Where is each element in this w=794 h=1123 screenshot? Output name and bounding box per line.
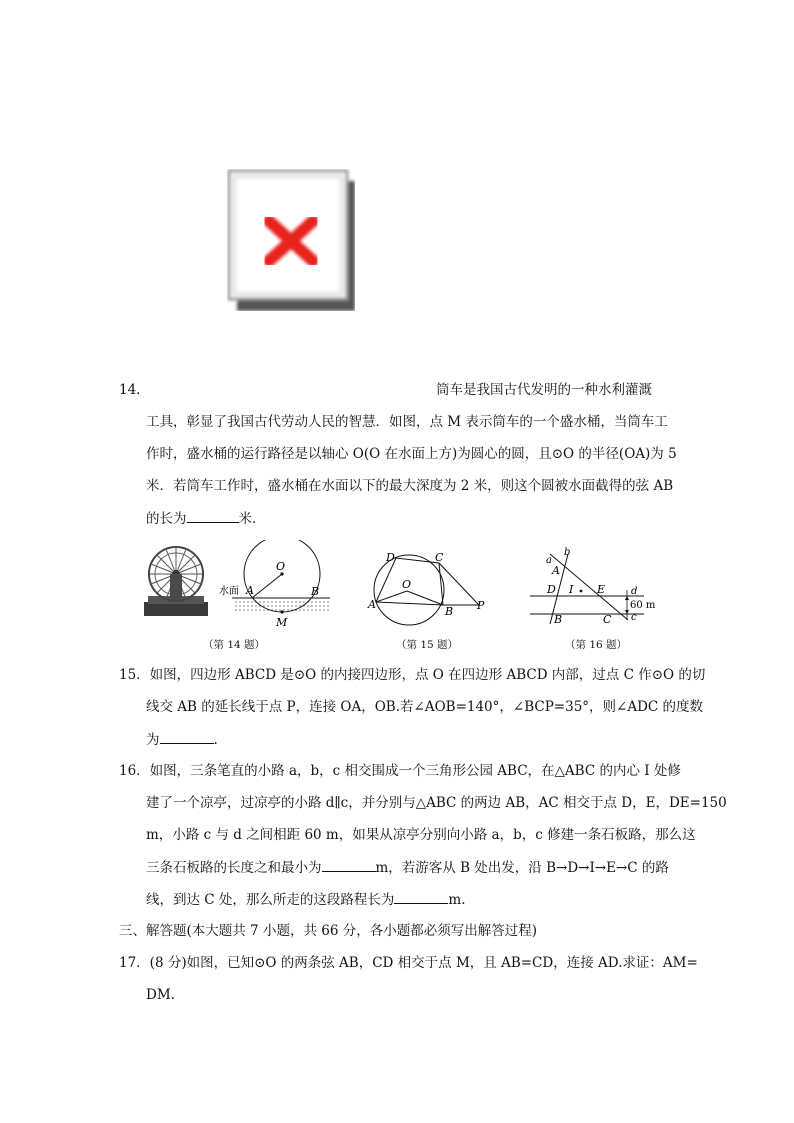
f16-label-C: C bbox=[603, 613, 612, 626]
figure-16 bbox=[528, 546, 668, 628]
f15-label-O: O bbox=[402, 578, 412, 591]
f16-distance-label: 60 m bbox=[630, 600, 656, 611]
q14-intro: 筒车是我国古代发明的一种水利灌溉 bbox=[436, 382, 652, 398]
answer-blank-q15 bbox=[160, 730, 214, 744]
q15-line1: 15．如图，四边形 ABCD 是⊙O 的内接四边形，点 O 在四边形 ABCD 内部，过点 C 作⊙O 的切 bbox=[119, 667, 706, 683]
section-heading: 三、解答题(本大题共 7 小题，共 66 分，各小题都必须写出解答过程) bbox=[119, 923, 537, 939]
f15-label-B: B bbox=[445, 605, 454, 618]
q16-line5-start: 线，到达 C 处，那么所走的这段路程长为 bbox=[146, 892, 395, 908]
q16-line1: 16．如图，三条笔直的小路 a，b，c 相交围成一个三角形公园 ABC，在△ABC 的内心 I 处修 bbox=[119, 763, 681, 779]
f16-label-D: D bbox=[547, 583, 556, 596]
f14-label-M: M bbox=[276, 616, 288, 629]
f15-label-A: A bbox=[368, 598, 376, 611]
q14-line1: 工具，彰显了我国古代劳动人民的智慧．如图，点 M 表示筒车的一个盛水桶，当筒车工 bbox=[146, 414, 668, 430]
figure-15 bbox=[364, 548, 494, 628]
answer-blank-q16a bbox=[322, 858, 376, 872]
q15-line3 bbox=[146, 730, 218, 749]
q14-line2: 作时，盛水桶的运行路径是以轴心 O(O 在水面上方)为圆心的圆，且⊙O 的半径(OA)为 5 bbox=[146, 446, 677, 462]
f14-water-label: 水面 bbox=[219, 586, 239, 597]
q16-line4-start: 三条石板路的长度之和最小为 bbox=[146, 860, 322, 876]
figure-15-caption: （第 15 题） bbox=[396, 639, 459, 651]
f15-label-P: P bbox=[477, 599, 485, 612]
f16-label-a: a bbox=[546, 555, 552, 566]
q14-line4 bbox=[146, 509, 256, 528]
broken-image-placeholder bbox=[227, 169, 355, 311]
q15-line2: 线交 AB 的延长线于点 P，连接 OA，OB.若∠AOB=140°，∠BCP=35°，则∠ADC 的度数 bbox=[146, 699, 704, 715]
f15-label-D: D bbox=[386, 551, 395, 564]
f16-label-d: d bbox=[631, 586, 638, 597]
figure-14-caption: （第 14 题） bbox=[203, 639, 266, 651]
q16-line4 bbox=[146, 858, 669, 877]
q16-line5-end: m. bbox=[448, 892, 466, 908]
f14-label-A: A bbox=[246, 584, 254, 597]
f16-label-b: b bbox=[564, 547, 571, 558]
water-wheel-photo bbox=[144, 547, 208, 616]
f14-label-B: B bbox=[311, 585, 320, 598]
q16-line4-end: m，若游客从 B 处出发，沿 B→D→I→E→C 的路 bbox=[375, 860, 669, 876]
answer-blank-q16b bbox=[394, 890, 448, 904]
q15-line3-start: 为 bbox=[146, 732, 160, 748]
figure-14 bbox=[140, 540, 340, 640]
q17-line1: 17．(8 分)如图，已知⊙O 的两条弦 AB，CD 相交于点 M，且 AB=CD，连接 AD.求证：AM= bbox=[119, 955, 698, 971]
answer-blank-q14 bbox=[187, 509, 239, 523]
f16-label-E: E bbox=[597, 583, 606, 596]
f15-label-C: C bbox=[435, 551, 444, 564]
f16-label-B: B bbox=[554, 613, 563, 626]
q16-line5 bbox=[146, 890, 466, 909]
q14-line4-end: 米. bbox=[238, 511, 257, 527]
f16-label-I: I bbox=[569, 583, 574, 596]
q16-line3: m，小路 c 与 d 之间相距 60 m，如果从凉亭分别向小路 a，b，c 修建一条石板路，那么这 bbox=[146, 827, 696, 843]
q16-line2: 建了一个凉亭，过凉亭的小路 d∥c，并分别与△ABC 的两边 AB，AC 相交于点 D，E，DE=150 bbox=[146, 795, 727, 811]
q14-line3: 米．若筒车工作时，盛水桶在水面以下的最大深度为 2 米，则这个圆被水面截得的弦 AB bbox=[146, 478, 674, 494]
q15-line3-end: . bbox=[213, 732, 218, 748]
q14-line4-start: 的长为 bbox=[146, 511, 187, 527]
q17-line2: DM. bbox=[146, 987, 175, 1003]
figure-16-caption: （第 16 题） bbox=[565, 639, 628, 651]
f14-label-O: O bbox=[276, 560, 286, 573]
f16-label-c: c bbox=[631, 612, 637, 623]
q14-number: 14． bbox=[119, 382, 150, 398]
f16-label-A: A bbox=[552, 564, 560, 577]
